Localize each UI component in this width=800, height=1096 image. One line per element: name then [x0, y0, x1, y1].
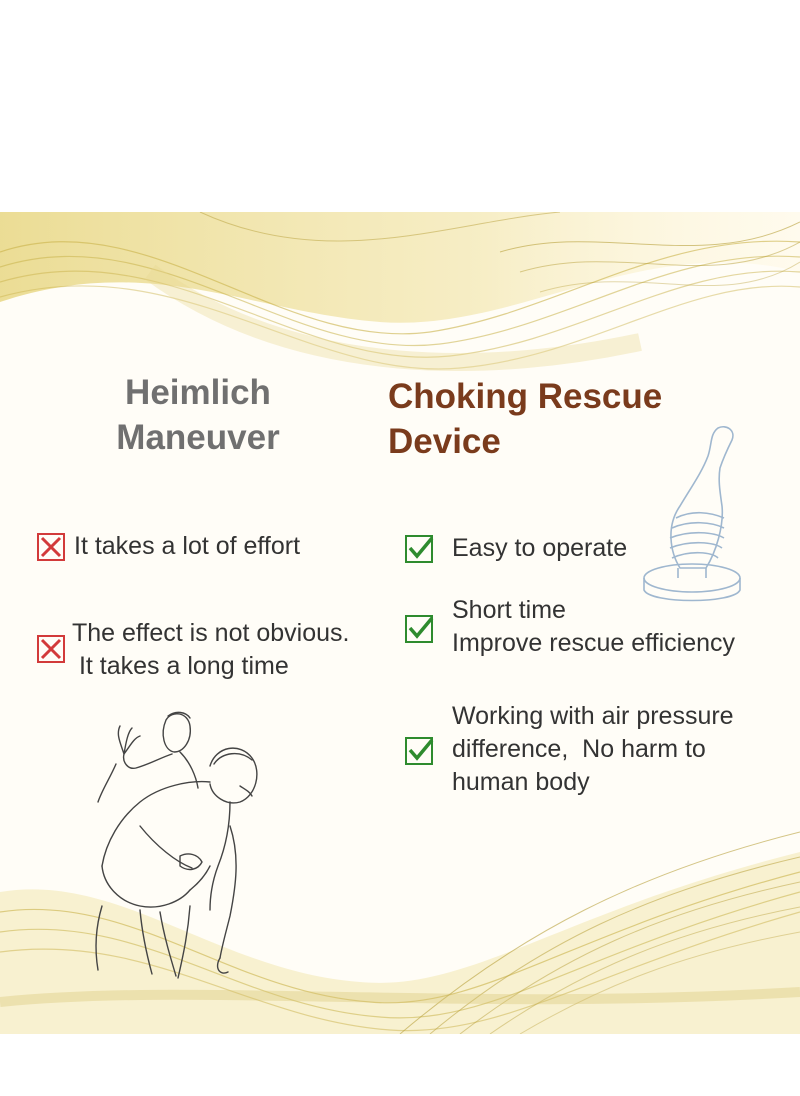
pro-item-time-line1: Short time [452, 596, 566, 624]
pro-item-pressure-line1: Working with air pressure [452, 702, 734, 730]
con-item-effect [72, 617, 349, 683]
heimlich-title [98, 370, 298, 460]
pro-item-pressure-line2: difference, No harm to [452, 735, 706, 763]
con-item-effect-line1: The effect is not obvious. [72, 619, 350, 647]
pro-item-pressure [452, 700, 734, 799]
pro-item-easy-text: Easy to operate [452, 534, 628, 562]
green-check-box-icon [404, 736, 434, 766]
red-x-box-icon [36, 532, 66, 562]
con-item-effort-text: It takes a lot of effort [74, 532, 301, 560]
con-item-effort [74, 530, 300, 563]
rescue-device-icon [640, 422, 750, 612]
green-check-box-icon [404, 614, 434, 644]
heimlich-title-line2: Maneuver [116, 418, 280, 457]
con-item-effect-line2: It takes a long time [72, 652, 289, 680]
green-check-box-icon [404, 534, 434, 564]
device-title-line2: Device [388, 422, 501, 461]
pro-item-pressure-line3: human body [452, 768, 590, 796]
pro-item-time-line2: Improve rescue efficiency [452, 629, 735, 657]
device-title-line1: Choking Rescue [388, 377, 663, 416]
pro-item-time [452, 594, 735, 660]
heimlich-title-line1: Heimlich [125, 373, 271, 412]
heimlich-maneuver-illustration [80, 706, 280, 986]
red-x-box-icon [36, 634, 66, 664]
pro-item-easy [452, 532, 627, 565]
